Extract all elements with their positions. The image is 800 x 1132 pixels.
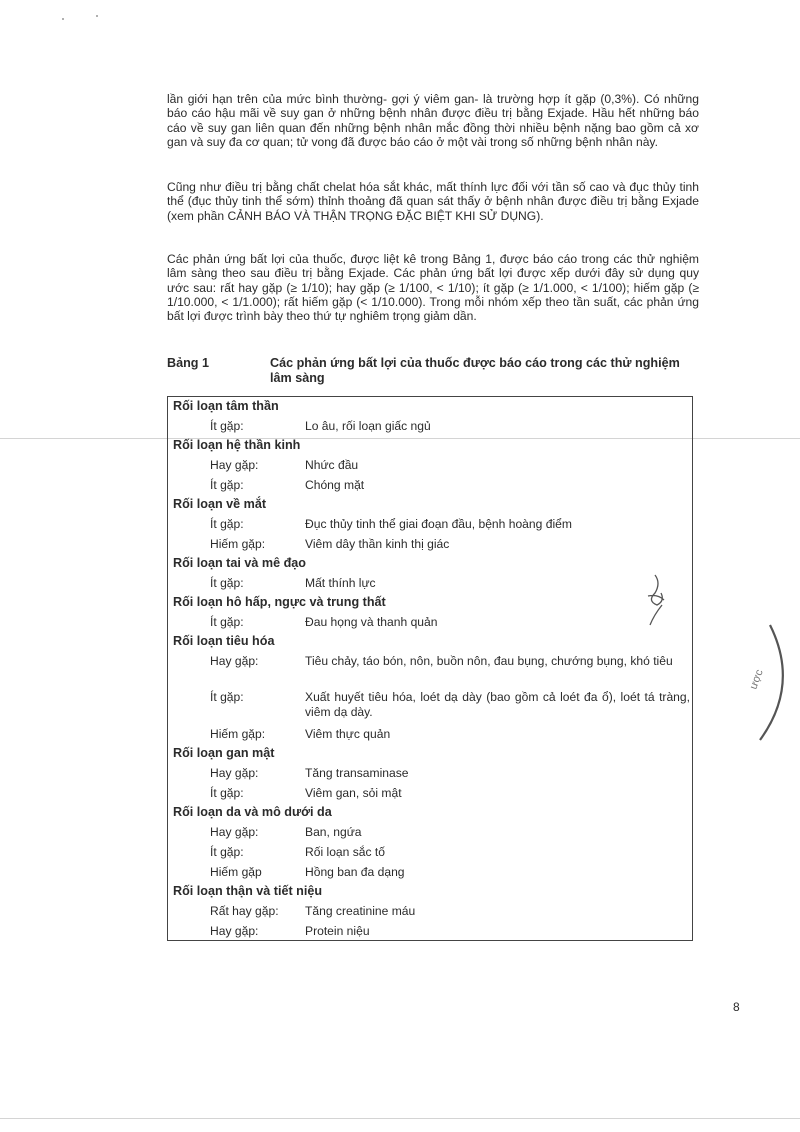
reaction-text: Protein niệu [305, 924, 370, 938]
category-heading: Rối loạn tiêu hóa [173, 634, 275, 648]
frequency-label: Hay gặp: [210, 924, 259, 938]
reaction-text: Đục thủy tinh thể giai đoạn đầu, bệnh hoàng điểm [305, 517, 572, 531]
category-heading: Rối loạn hô hấp, ngực và trung thất [173, 595, 386, 609]
frequency-label: Hay gặp: [210, 766, 259, 780]
reaction-text: Nhức đầu [305, 458, 359, 472]
reaction-text: Rối loạn sắc tố [305, 845, 385, 859]
signature-mark [648, 575, 664, 625]
page-number: 8 [733, 1000, 740, 1014]
stamp-arc [760, 625, 783, 740]
paragraph-2: Cũng như điều trị bằng chất chelat hóa sắt khác, mất thính lực đối với tần số cao và đục thủy tinh thể (đục thủy tinh thể sớm) thỉnh thoảng đã quan sát thấy ở bệnh nhân được điều trị bằng Exjade (xem phần CẢNH BÁO VÀ THẬN TRỌNG ĐẶC BIỆT KHI SỬ DỤNG). [167, 180, 699, 223]
paragraph-3: Các phản ứng bất lợi của thuốc, được liệt kê trong Bảng 1, được báo cáo trong các thử nghiệm lâm sàng theo sau điều trị bằng Exjade. Các phản ứng bất lợi được xếp dưới đây sử dụng quy ước sau: rất hay gặp (≥ 1/10); hay gặp (≥ 1/100, < 1/10); ít gặp (≥ 1/1.000, < 1/100); hiếm gặp (≥ 1/10.000, < 1/1.000); rất hiếm gặp (< 1/10.000). Trong mỗi nhóm xếp theo tần suất, các phản ứng bất lợi được trình bày theo thứ tự nghiêm trọng giảm dần. [167, 252, 699, 324]
category-heading: Rối loạn tai và mê đạo [173, 556, 306, 570]
category-heading: Rối loạn gan mật [173, 746, 275, 760]
scan-speck [62, 18, 64, 20]
reaction-text: Viêm thực quản [305, 727, 391, 741]
reaction-text: Viêm dây thần kinh thị giác [305, 537, 450, 551]
frequency-label: Ít gặp: [210, 517, 244, 531]
frequency-label: Ít gặp: [210, 786, 244, 800]
reaction-text: Hồng ban đa dạng [305, 865, 405, 879]
table-caption-text: Các phản ứng bất lợi của thuốc được báo cáo trong các thử nghiệm lâm sàng [270, 356, 680, 385]
frequency-label: Ít gặp: [210, 576, 244, 590]
frequency-label: Hiếm gặp [210, 865, 262, 879]
category-heading: Rối loạn da và mô dưới da [173, 805, 332, 819]
frequency-label: Ít gặp: [210, 419, 244, 433]
scan-speck [96, 15, 98, 17]
frequency-label: Ít gặp: [210, 690, 244, 704]
reaction-text: Mất thính lực [305, 576, 376, 590]
reaction-text: Viêm gan, sỏi mật [305, 786, 402, 800]
reaction-text: Tăng creatinine máu [305, 904, 416, 918]
reaction-text: Tiêu chảy, táo bón, nôn, buồn nôn, đau bụng, chướng bụng, khó tiêu [305, 654, 673, 668]
category-heading: Rối loạn tâm thần [173, 399, 279, 413]
reaction-text: Ban, ngứa [305, 825, 362, 839]
frequency-label: Ít gặp: [210, 845, 244, 859]
reaction-text: Lo âu, rối loạn giấc ngủ [305, 419, 431, 433]
frequency-label: Hiếm gặp: [210, 537, 266, 551]
reaction-text: Đau họng và thanh quản [305, 615, 438, 629]
paragraph-1: lần giới hạn trên của mức bình thường- gợi ý viêm gan- là trường hợp ít gặp (0,3%). Có những báo cáo hậu mãi về suy gan ở những bệnh nhân được điều trị bằng Exjade. Hầu hết những báo cáo về suy gan liên quan đến những bệnh nhân mắc đồng thời nhiều bệnh nặng bao gồm cả xơ gan và suy đa cơ quan; tử vong đã được báo cáo ở một vài trong số những bệnh nhân này. [167, 92, 699, 149]
frequency-label: Rất hay gặp: [210, 904, 279, 918]
frequency-label: Hay gặp: [210, 458, 259, 472]
frequency-label: Ít gặp: [210, 478, 244, 492]
category-heading: Rối loạn về mắt [173, 497, 267, 511]
reaction-text: Chóng mặt [305, 478, 365, 492]
frequency-label: Hay gặp: [210, 654, 259, 668]
frequency-label: Hiếm gặp: [210, 727, 266, 741]
frequency-label: Hay gặp: [210, 825, 259, 839]
table-label: Bảng 1 [167, 356, 209, 370]
category-heading: Rối loạn hệ thần kinh [173, 438, 301, 452]
reaction-text: Xuất huyết tiêu hóa, loét dạ dày (bao gồm cả loét đa ổ), loét tá tràng, viêm dạ dày. [305, 690, 690, 719]
reaction-text: Tăng transaminase [305, 766, 409, 780]
category-heading: Rối loạn thận và tiết niệu [173, 884, 323, 898]
frequency-label: Ít gặp: [210, 615, 244, 629]
stamp-fragment: ược [747, 668, 766, 692]
